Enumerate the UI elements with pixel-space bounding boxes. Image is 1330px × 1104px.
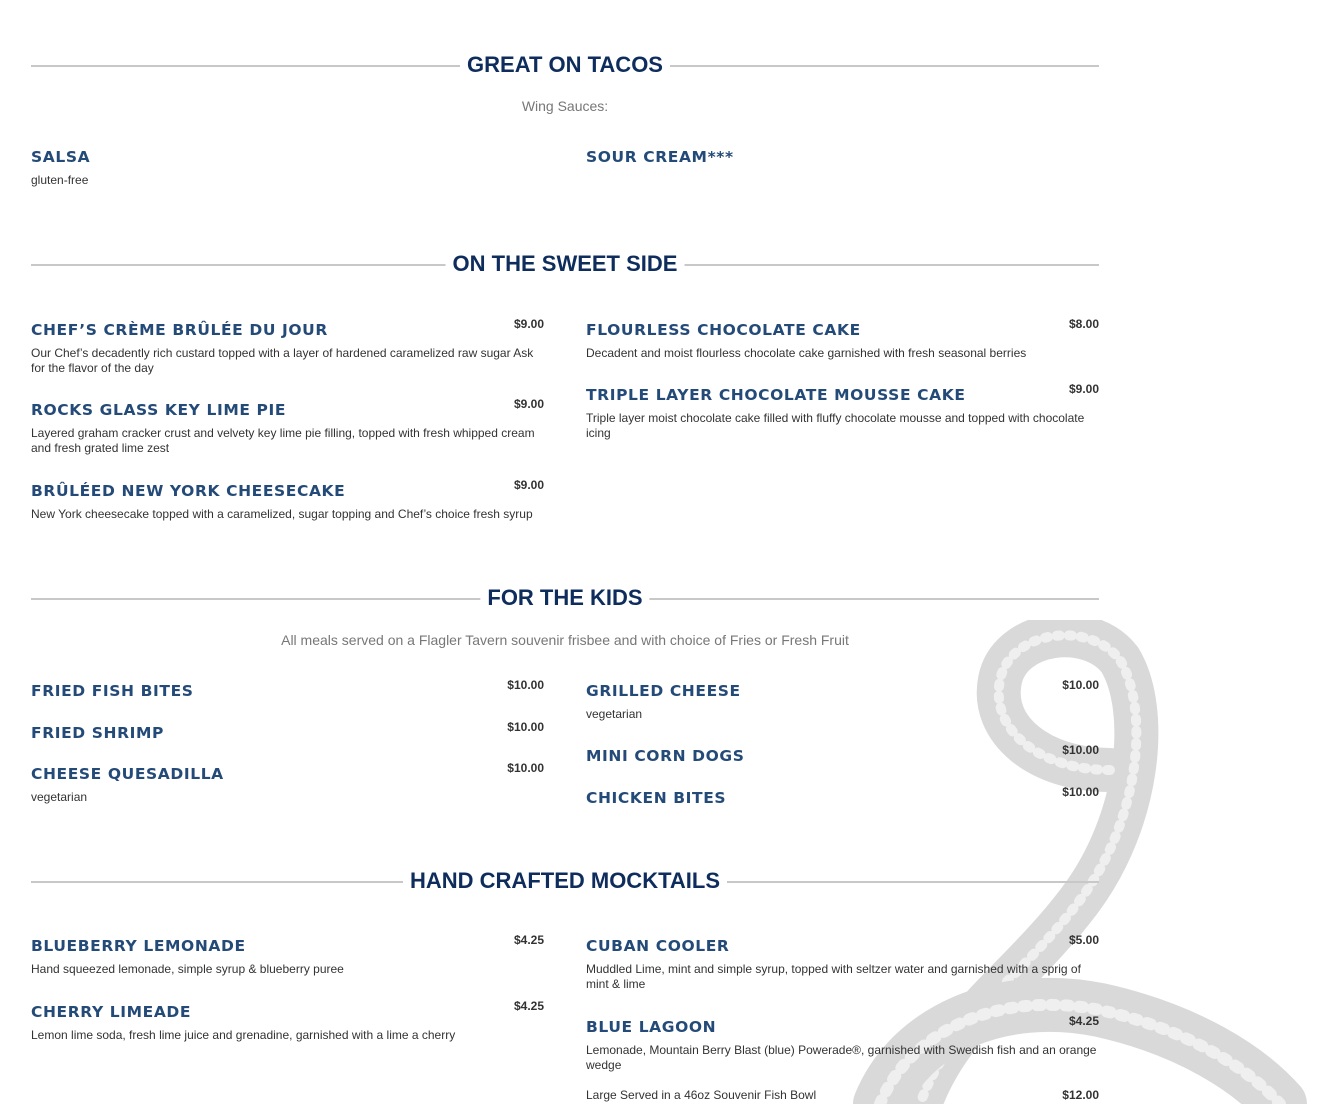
item-price: $9.00 [1068,382,1099,396]
section-header-for-the-kids [31,581,1099,615]
item-description: Hand squeezed lemonade, simple syrup & blueberry puree [31,962,344,976]
item-name: SOUR CREAM*** [586,148,734,166]
item-price: $9.00 [513,317,544,331]
item-name: TRIPLE LAYER CHOCOLATE MOUSSE CAKE [586,386,966,404]
section-subtitle: Wing Sauces: [521,98,609,114]
tentacle-illustration-icon [850,620,1330,1104]
item-description: Muddled Lime, mint and simple syrup, topped with seltzer water and garnished with a sprig of mint & lime [586,962,1081,991]
item-price: $10.00 [507,761,544,775]
item-price: $8.00 [1068,317,1099,331]
item-price: $4.25 [513,933,544,947]
item-description: Our Chef’s decadently rich custard topped with a layer of hardened caramelized raw sugar Ask for the flavor of the day [31,346,534,375]
item-name: CHEF’S CRÈME BRÛLÉE DU JOUR [31,321,328,339]
item-name: CUBAN COOLER [586,937,730,955]
section-subtitle: All meals served on a Flagler Tavern souvenir frisbee and with choice of Fries or Fresh Fruit [281,632,849,648]
item-name: ROCKS GLASS KEY LIME PIE [31,401,287,419]
item-name: CHICKEN BITES [586,789,727,807]
item-price: $9.00 [513,397,544,411]
item-name: BLUE LAGOON [586,1018,717,1036]
item-description: vegetarian [586,707,643,721]
item-name: GRILLED CHEESE [586,682,741,700]
section-title: HAND CRAFTED MOCKTAILS [403,864,727,898]
item-price: $9.00 [513,478,544,492]
item-name: CHEESE QUESADILLA [31,765,224,783]
item-name: MINI CORN DOGS [586,747,745,765]
item-name: FRIED FISH BITES [31,682,194,700]
item-name: BLUEBERRY LEMONADE [31,937,246,955]
section-title: FOR THE KIDS [480,581,649,615]
item-price: $10.00 [1062,785,1099,799]
item-name: FRIED SHRIMP [31,724,164,742]
section-header-great-on-tacos [31,48,1099,82]
item-description: Lemonade, Mountain Berry Blast (blue) Powerade®, garnished with Swedish fish and an orange wedge [586,1043,1097,1072]
item-description: gluten-free [31,173,89,187]
size-option-fish-bowl [586,1088,1099,1102]
item-name: BRÛLÉED NEW YORK CHEESECAKE [31,482,346,500]
section-header-hand-crafted-mocktails [31,864,1099,898]
item-price: $4.25 [1068,1014,1099,1028]
item-description: Lemon lime soda, fresh lime juice and grenadine, garnished with a lime a cherry [31,1028,456,1042]
item-price: $10.00 [507,720,544,734]
section-title: GREAT ON TACOS [460,48,670,82]
section-header-on-the-sweet-side [31,247,1099,281]
item-price: $4.25 [513,999,544,1013]
size-option-label: Large Served in a 46oz Souvenir Fish Bowl [586,1088,817,1102]
item-price: $10.00 [507,678,544,692]
item-price: $5.00 [1068,933,1099,947]
item-description: Decadent and moist flourless chocolate cake garnished with fresh seasonal berries [586,346,1027,360]
section-title: ON THE SWEET SIDE [446,247,685,281]
item-description: Layered graham cracker crust and velvety key lime pie filling, topped with fresh whipped cream and fresh grated lime zest [31,426,535,455]
item-description: vegetarian [31,790,88,804]
item-description: New York cheesecake topped with a caramelized, sugar topping and Chef’s choice fresh syrup [31,507,533,521]
item-name: CHERRY LIMEADE [31,1003,192,1021]
item-name: SALSA [31,148,91,166]
item-price: $10.00 [1062,678,1099,692]
item-name: FLOURLESS CHOCOLATE CAKE [586,321,861,339]
item-price: $10.00 [1062,743,1099,757]
item-description: Triple layer moist chocolate cake filled with fluffy chocolate mousse and topped with chocolate icing [586,411,1085,440]
size-option-price: $12.00 [1062,1088,1099,1102]
